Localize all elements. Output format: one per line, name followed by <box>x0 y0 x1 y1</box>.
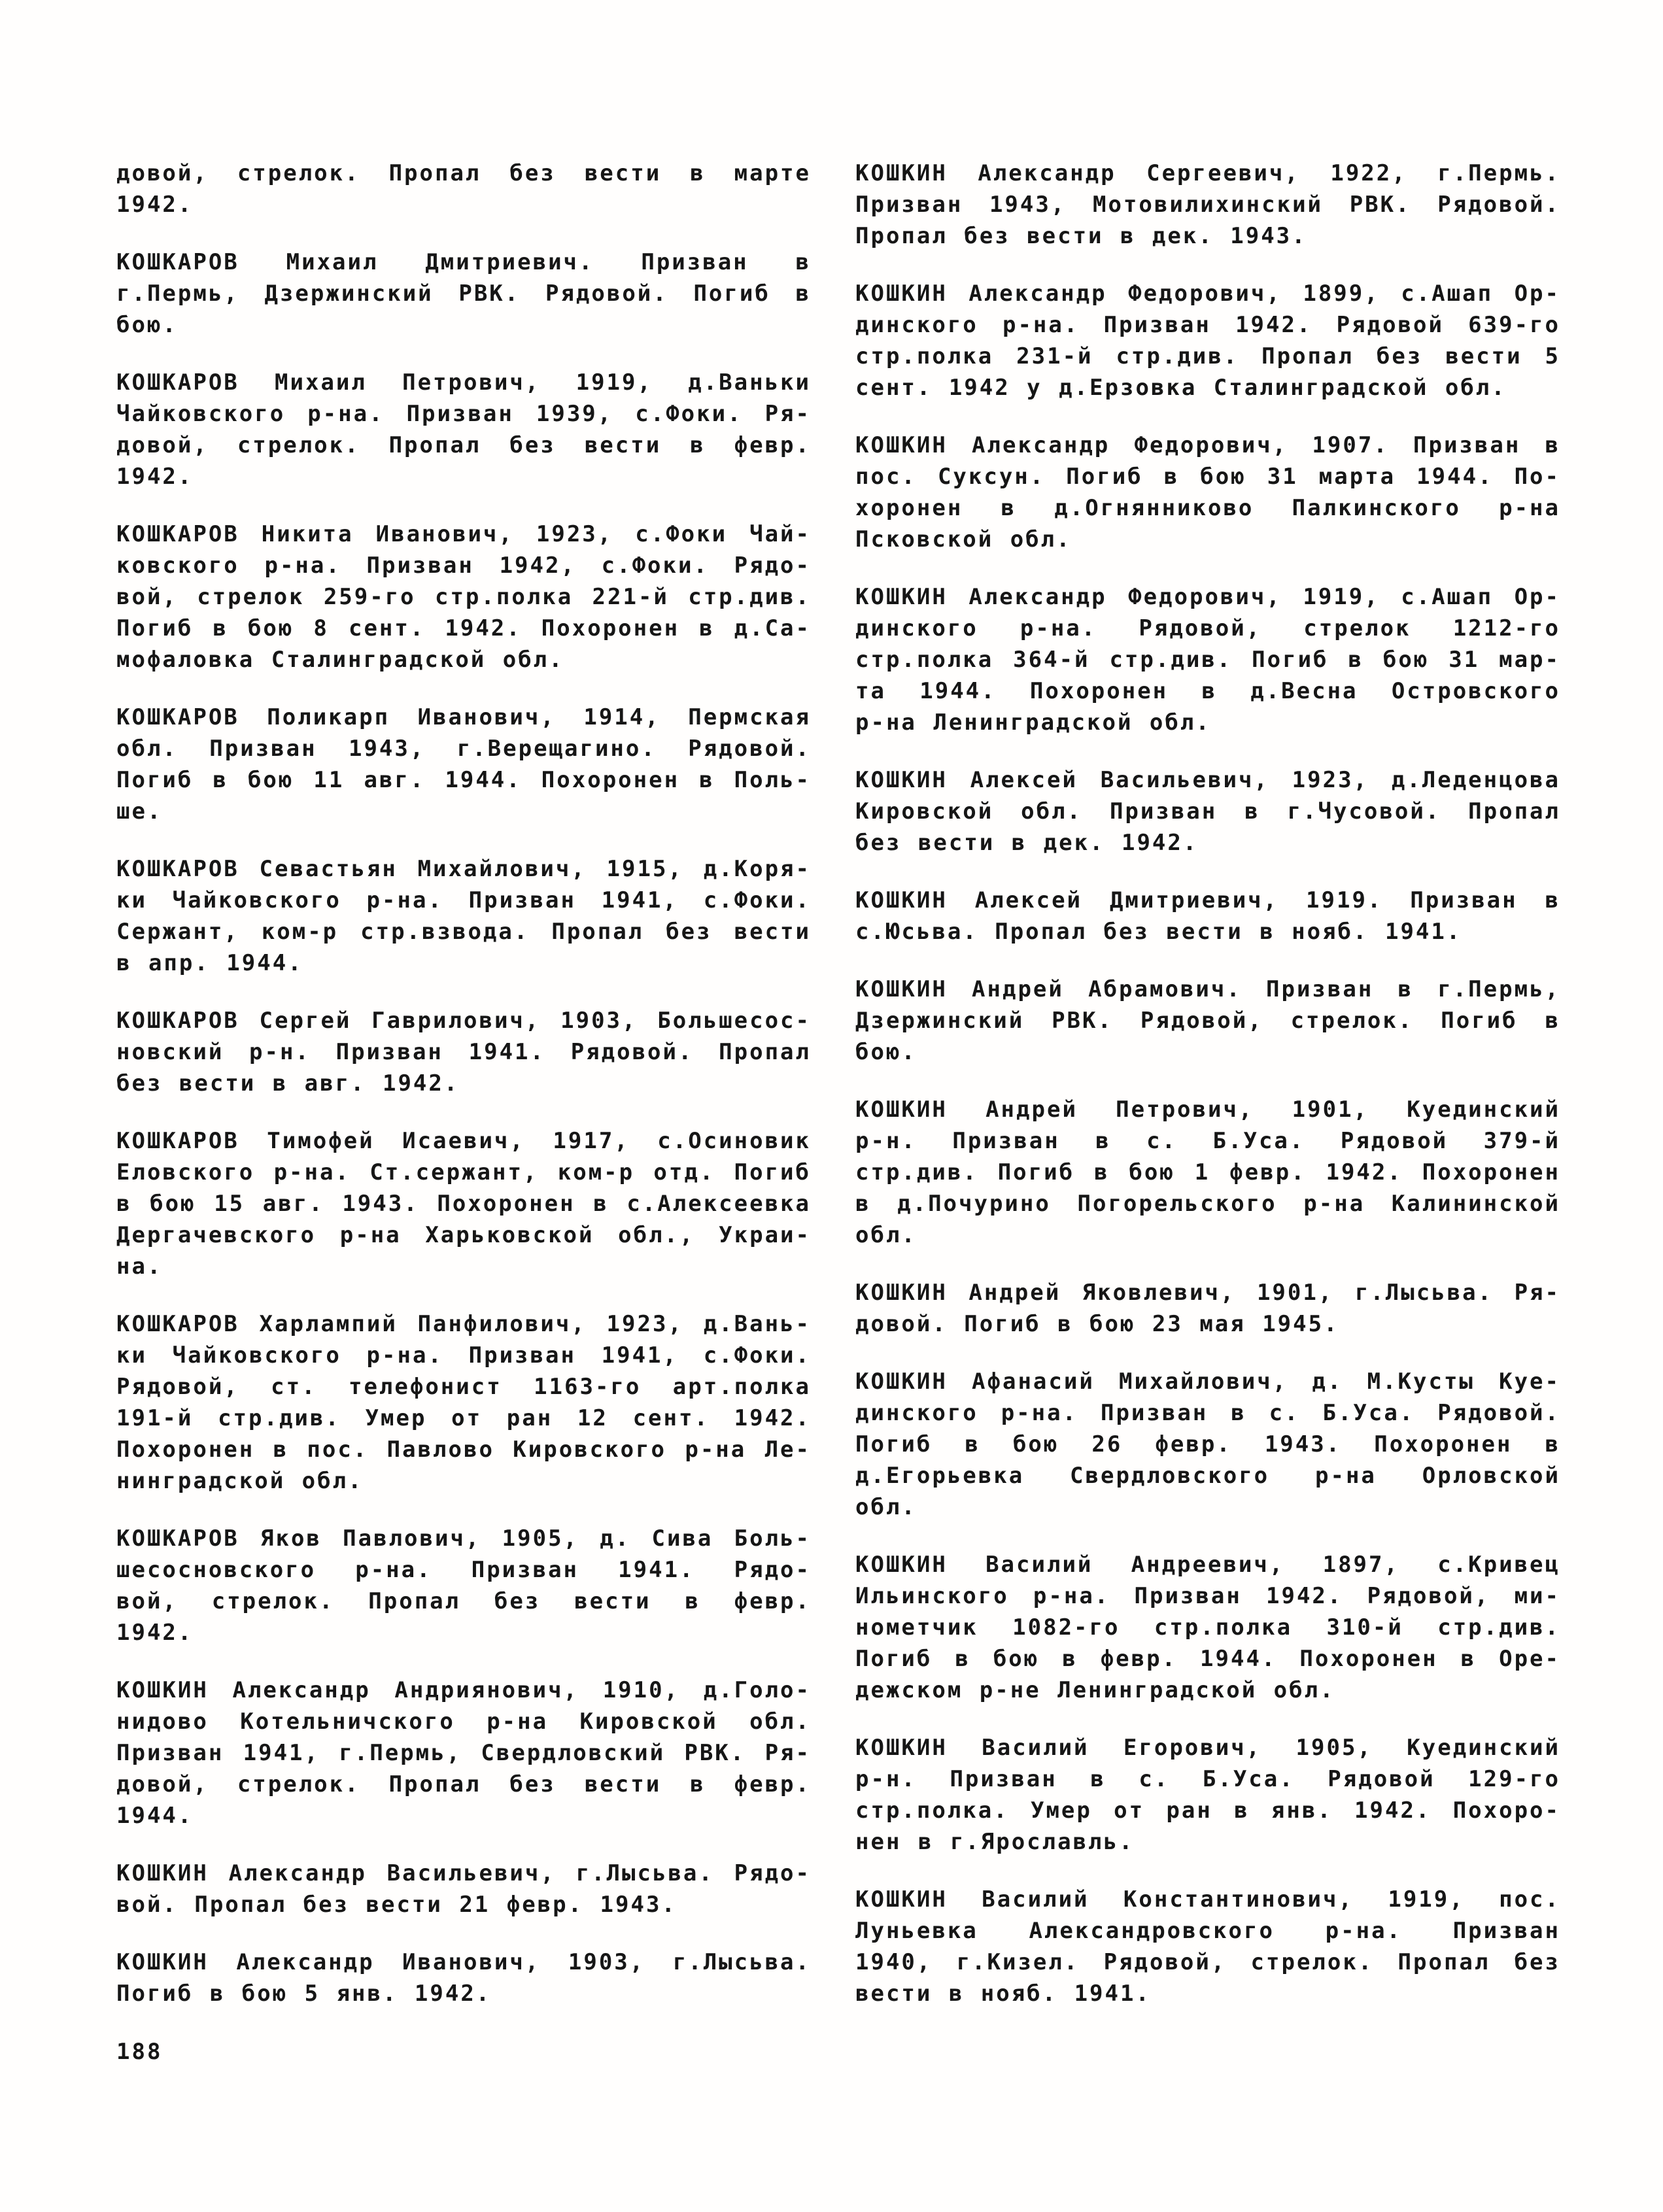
entry-line: хоронен в д.Огнянниково Палкинского р-на <box>855 495 1560 521</box>
entry-line: без вести в дек. 1942. <box>855 830 1199 856</box>
entry-line: нен в г.Ярославль. <box>855 1829 1135 1855</box>
entry-line: новский р-н. Призван 1941. Рядовой. Пропал <box>116 1039 811 1065</box>
entry-line: динского р-на. Рядовой, стрелок 1212-го <box>855 615 1560 641</box>
memorial-entry <box>855 1094 1560 1251</box>
entry-line: КОШКАРОВ Яков Павлович, 1905, д. Сива Боль- <box>116 1525 811 1552</box>
entry-line: 1942. <box>116 464 194 490</box>
entry-line: Псковской обл. <box>855 526 1072 553</box>
entry-line: нинградской обл. <box>116 1468 364 1494</box>
entry-line: КОШКАРОВ Михаил Дмитриевич. Призван в <box>116 249 811 275</box>
entry-line: КОШКИН Андрей Петрович, 1901, Куединский <box>855 1097 1560 1123</box>
entry-line: 1940, г.Кизел. Рядовой, стрелок. Пропал без <box>855 1949 1560 1975</box>
page-number: 188 <box>116 2039 163 2065</box>
memorial-entry <box>116 853 811 979</box>
entry-line: стр.полка. Умер от ран в янв. 1942. Похоро- <box>855 1797 1560 1824</box>
entry-line: Сержант, ком-р стр.взвода. Пропал без вести <box>116 919 811 945</box>
memorial-entry <box>855 278 1560 403</box>
entry-line: обл. <box>855 1222 917 1248</box>
entry-line: стр.див. Погиб в бою 1 февр. 1942. Похоронен <box>855 1159 1560 1185</box>
entry-line: бою. <box>116 312 178 338</box>
entry-line: Призван 1943, Мотовилихинский РВК. Рядовой. <box>855 192 1560 218</box>
entry-line: Еловского р-на. Ст.сержант, ком-р отд. Погиб <box>116 1159 811 1185</box>
memorial-entry <box>855 430 1560 555</box>
entry-line: ковского р-на. Призван 1942, с.Фоки. Рядо- <box>116 553 811 579</box>
entry-line: 1942. <box>116 1620 194 1646</box>
entry-line: КОШКИН Александр Федорович, 1907. Призван в <box>855 432 1560 458</box>
entry-line: КОШКИН Андрей Абрамович. Призван в г.Пермь, <box>855 976 1560 1002</box>
right-column <box>855 158 1560 2035</box>
entry-line: КОШКИН Александр Андриянович, 1910, д.Голо- <box>116 1677 811 1703</box>
entry-line: р-на Ленинградской обл. <box>855 709 1211 736</box>
entry-line: КОШКИН Александр Федорович, 1919, с.Ашап Ор- <box>855 584 1560 610</box>
entry-line: Призван 1941, г.Пермь, Свердловский РВК. Ря- <box>116 1740 811 1766</box>
entry-line: КОШКАРОВ Михаил Петрович, 1919, д.Ваньки <box>116 369 811 396</box>
entry-line: стр.полка 231-й стр.див. Пропал без вести 5 <box>855 343 1560 369</box>
entry-line: вести в нояб. 1941. <box>855 1981 1151 2007</box>
entry-line: ше. <box>116 798 163 825</box>
memorial-entry <box>116 702 811 827</box>
entry-line: КОШКАРОВ Тимофей Исаевич, 1917, с.Осиновик <box>116 1128 811 1154</box>
entry-line: КОШКИН Василий Андреевич, 1897, с.Кривец <box>855 1552 1560 1578</box>
entry-line: в д.Почурино Погорельского р-на Калининской <box>855 1191 1560 1217</box>
memorial-entry <box>855 974 1560 1068</box>
entry-line: КОШКАРОВ Харлампий Панфилович, 1923, д.Вань- <box>116 1311 811 1337</box>
entry-line: в апр. 1944. <box>116 950 303 976</box>
entry-line: Ильинского р-на. Призван 1942. Рядовой, ми- <box>855 1583 1560 1609</box>
entry-line: 1944. <box>116 1803 194 1829</box>
entry-line: довой. Погиб в бою 23 мая 1945. <box>855 1311 1339 1337</box>
entry-line: довой, стрелок. Пропал без вести в февр. <box>116 1771 811 1797</box>
entry-line: пос. Суксун. Погиб в бою 31 марта 1944. По- <box>855 464 1560 490</box>
entry-line: КОШКИН Василий Егорович, 1905, Куединский <box>855 1735 1560 1761</box>
entry-line: КОШКАРОВ Севастьян Михайлович, 1915, д.Коря- <box>116 856 811 882</box>
entry-line: Погиб в бою 11 авг. 1944. Похоронен в Поль- <box>116 767 811 793</box>
memorial-entry <box>116 1005 811 1099</box>
entry-line: шесосновского р-на. Призван 1941. Рядо- <box>116 1557 811 1583</box>
entry-line: обл. <box>855 1494 917 1520</box>
memorial-entry <box>855 158 1560 252</box>
entry-line: мофаловка Сталинградской обл. <box>116 647 564 673</box>
left-column <box>116 158 811 2035</box>
entry-line: КОШКАРОВ Сергей Гаврилович, 1903, Большесос- <box>116 1008 811 1034</box>
memorial-entry <box>855 581 1560 738</box>
memorial-entry <box>116 1308 811 1497</box>
entry-line: сент. 1942 у д.Ерзовка Сталинградской обл. <box>855 375 1507 401</box>
entry-line: дежском р-не Ленинградской обл. <box>855 1677 1335 1703</box>
entry-line: Похоронен в пос. Павлово Кировского р-на Ле- <box>116 1437 811 1463</box>
entry-line: КОШКИН Афанасий Михайлович, д. М.Кусты Куе- <box>855 1369 1560 1395</box>
entry-line: динского р-на. Призван 1942. Рядовой 639-го <box>855 312 1560 338</box>
entry-line: Дзержинский РВК. Рядовой, стрелок. Погиб в <box>855 1008 1560 1034</box>
memorial-entry <box>855 885 1560 947</box>
entry-line: Луньевка Александровского р-на. Призван <box>855 1918 1560 1944</box>
memorial-entry <box>116 367 811 492</box>
memorial-entry <box>855 1549 1560 1706</box>
memorial-entry <box>855 1277 1560 1340</box>
entry-line: КОШКИН Александр Васильевич, г.Лысьва. Рядо- <box>116 1860 811 1886</box>
entry-line: та 1944. Похоронен в д.Весна Островского <box>855 678 1560 704</box>
entry-line: Чайковского р-на. Призван 1939, с.Фоки. Ря- <box>116 401 811 427</box>
memorial-entry <box>116 1947 811 2009</box>
entry-line: вой, стрелок. Пропал без вести в февр. <box>116 1588 811 1614</box>
entry-line: вой, стрелок 259-го стр.полка 221-й стр.див. <box>116 584 811 610</box>
entry-line: р-н. Призван в с. Б.Уса. Рядовой 379-й <box>855 1128 1560 1154</box>
entry-line: КОШКИН Василий Константинович, 1919, пос. <box>855 1886 1560 1913</box>
memorial-entry <box>116 158 811 220</box>
entry-line: КОШКИН Александр Сергеевич, 1922, г.Пермь. <box>855 160 1560 186</box>
entry-line: 1942. <box>116 192 194 218</box>
entry-line: г.Пермь, Дзержинский РВК. Рядовой. Погиб в <box>116 281 811 307</box>
entry-line: без вести в авг. 1942. <box>116 1070 460 1097</box>
entry-line: КОШКИН Александр Федорович, 1899, с.Ашап Ор- <box>855 281 1560 307</box>
memorial-entry <box>855 1884 1560 2009</box>
entry-line: КОШКИН Андрей Яковлевич, 1901, г.Лысьва. Ря- <box>855 1280 1560 1306</box>
entry-line: ки Чайковского р-на. Призван 1941, с.Фоки. <box>116 887 811 913</box>
entry-line: Погиб в бою 26 февр. 1943. Похоронен в <box>855 1431 1560 1457</box>
entry-line: ки Чайковского р-на. Призван 1941, с.Фоки. <box>116 1342 811 1369</box>
entry-line: д.Егорьевка Свердловского р-на Орловской <box>855 1463 1560 1489</box>
entry-line: динского р-на. Призван в с. Б.Уса. Рядовой. <box>855 1400 1560 1426</box>
memorial-entry <box>116 1125 811 1282</box>
entry-line: Дергачевского р-на Харьковской обл., Украи- <box>116 1222 811 1248</box>
entry-line: обл. Призван 1943, г.Верещагино. Рядовой. <box>116 736 811 762</box>
entry-line: в бою 15 авг. 1943. Похоронен в с.Алексеевка <box>116 1191 811 1217</box>
entry-line: КОШКИН Алексей Дмитриевич, 1919. Призван в <box>855 887 1560 913</box>
entry-line: нометчик 1082-го стр.полка 310-й стр.див. <box>855 1614 1560 1641</box>
entry-line: Погиб в бою 8 сент. 1942. Похоронен в д.Са- <box>116 615 811 641</box>
entry-line: Пропал без вести в дек. 1943. <box>855 223 1307 249</box>
memorial-entry <box>855 1366 1560 1523</box>
entry-line: довой, стрелок. Пропал без вести в марте <box>116 160 811 186</box>
entry-line: 191-й стр.див. Умер от ран 12 сент. 1942. <box>116 1405 811 1431</box>
entry-line: р-н. Призван в с. Б.Уса. Рядовой 129-го <box>855 1766 1560 1792</box>
entry-line: с.Юсьва. Пропал без вести в нояб. 1941. <box>855 919 1462 945</box>
memorial-entry <box>116 247 811 341</box>
entry-line: бою. <box>855 1039 917 1065</box>
entry-line: КОШКИН Александр Иванович, 1903, г.Лысьва. <box>116 1949 811 1975</box>
entry-line: Кировской обл. Призван в г.Чусовой. Пропал <box>855 798 1560 825</box>
entry-line: КОШКИН Алексей Васильевич, 1923, д.Леденцова <box>855 767 1560 793</box>
memorial-entry <box>116 1858 811 1920</box>
entry-line: на. <box>116 1253 163 1280</box>
entry-line: Погиб в бою 5 янв. 1942. <box>116 1981 492 2007</box>
memorial-entry <box>116 1523 811 1648</box>
entry-line: стр.полка 364-й стр.див. Погиб в бою 31 мар- <box>855 647 1560 673</box>
memorial-entry <box>116 1675 811 1831</box>
entry-line: Погиб в бою в февр. 1944. Похоронен в Оре- <box>855 1646 1560 1672</box>
entry-line: вой. Пропал без вести 21 февр. 1943. <box>116 1892 677 1918</box>
memorial-entry <box>116 519 811 675</box>
entry-line: нидово Котельничского р-на Кировской обл. <box>116 1709 811 1735</box>
memorial-entry <box>855 764 1560 859</box>
entry-line: КОШКАРОВ Никита Иванович, 1923, с.Фоки Чай- <box>116 521 811 547</box>
entry-line: Рядовой, ст. телефонист 1163-го арт.полка <box>116 1374 811 1400</box>
entry-line: довой, стрелок. Пропал без вести в февр. <box>116 432 811 458</box>
memorial-entry <box>855 1732 1560 1858</box>
entry-line: КОШКАРОВ Поликарп Иванович, 1914, Пермская <box>116 704 811 730</box>
